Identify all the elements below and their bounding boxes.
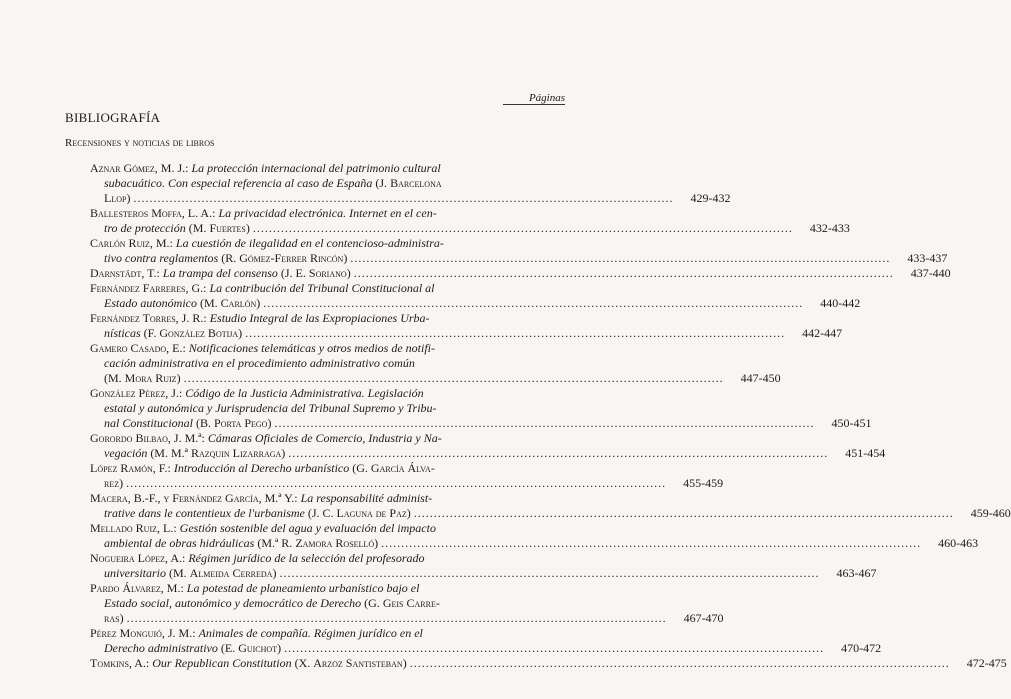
- book-title: Gestión sostenible del agua y evaluación del impacto: [179, 521, 436, 535]
- entry-line: [90, 626, 565, 641]
- author-name: Porta Pego: [214, 416, 268, 430]
- entry-line: [90, 536, 979, 551]
- entry-text: ): [277, 641, 282, 655]
- bibliography-entry: [90, 236, 948, 266]
- entry-line: [90, 176, 565, 191]
- entry-line-text: [104, 506, 411, 521]
- entry-line-text: [104, 476, 123, 491]
- entry-line: [90, 461, 565, 476]
- entry-text: ): [119, 611, 124, 625]
- book-title: cación administrativa en el procedimiento administrativo común: [104, 356, 415, 370]
- bibliography-entry: [90, 461, 724, 491]
- author-name: Ballesteros Moffa, L. A.:: [90, 206, 216, 220]
- author-name: Gamero Casado, E.:: [90, 341, 186, 355]
- author-name: Mora Ruiz: [124, 371, 177, 385]
- author-name: Fernández Torres, J. R.:: [90, 311, 207, 325]
- page-range: 470-472: [841, 641, 882, 655]
- entry-line: [90, 641, 882, 656]
- entry-text: ): [245, 221, 250, 235]
- pages-column-header: Páginas: [528, 92, 565, 104]
- entry-text: (M.: [185, 221, 210, 235]
- entry-text: ): [281, 446, 286, 460]
- bibliography-entry: [90, 656, 1007, 671]
- book-title: La potestad de planeamiento urbanístico bajo el: [186, 581, 420, 595]
- bibliography-entry: [90, 161, 731, 206]
- bibliography-entry: [90, 311, 843, 341]
- entry-text: (J. E.: [277, 266, 309, 280]
- entry-line-text: [104, 446, 285, 461]
- entry-text: (M.: [197, 296, 221, 310]
- entry-text: ): [238, 326, 243, 340]
- author-name: López Ramón, F.:: [90, 461, 171, 475]
- page-range: 472-475: [966, 656, 1007, 670]
- book-title: Cámaras Oficiales de Comercio, Industria y Na-: [207, 431, 442, 445]
- page-range: 440-442: [820, 296, 861, 310]
- entry-line-text: [104, 536, 378, 551]
- entry-line-text: [104, 641, 281, 656]
- author-name: Nogueira López, A.:: [90, 551, 186, 565]
- bibliography-entry: [90, 431, 886, 461]
- entry-line: [90, 431, 565, 446]
- author-name: Guichot: [238, 641, 278, 655]
- section-title: BIBLIOGRAFÍA: [65, 110, 161, 125]
- entry-text: (G.: [361, 596, 383, 610]
- entry-line: [90, 191, 731, 206]
- page-range: 437-440: [910, 266, 951, 280]
- bibliography-entry: [90, 281, 861, 311]
- page-range: 450-451: [831, 416, 872, 430]
- author-name: González Pérez, J.:: [90, 386, 183, 400]
- page-range: 451-454: [845, 446, 886, 460]
- author-name: Pérez Monguió, J. M.:: [90, 626, 196, 640]
- bibliography-entry: [90, 521, 979, 551]
- book-title: La privacidad electrónica. Internet en el cen-: [218, 206, 437, 220]
- entry-text: ): [343, 251, 348, 265]
- bibliography-entry: [90, 491, 1011, 521]
- subsection-title: Recensiones y noticias de libros: [65, 137, 215, 149]
- book-title: La responsabilité administ-: [300, 491, 433, 505]
- entry-line: [90, 596, 565, 611]
- entry-line: [90, 326, 843, 341]
- entry-line: [90, 206, 565, 221]
- author-name: Geis Carre-: [382, 596, 440, 610]
- dot-leader: .......................................................................................................................................: [279, 566, 820, 580]
- entry-line: [90, 566, 877, 581]
- page-range: 455-459: [683, 476, 724, 490]
- author-name: Pardo Álvarez, M.:: [90, 581, 184, 595]
- page-range: 459-460: [970, 506, 1011, 520]
- entry-line: [90, 266, 951, 281]
- entry-line: [90, 371, 781, 386]
- book-title: Derecho administrativo: [104, 641, 218, 655]
- entry-line: [90, 281, 565, 296]
- entry-line: [90, 236, 565, 251]
- book-title: trative dans le contentieux de l'urbanisme: [104, 506, 305, 520]
- dot-leader: .......................................................................................................................................: [284, 641, 825, 655]
- entry-text: (M.ª R.: [254, 536, 296, 550]
- bibliography-entry: [90, 551, 877, 581]
- book-title: subacuático. Con especial referencia al caso de España: [104, 176, 373, 190]
- book-title: Introducción al Derecho urbanístico: [173, 461, 350, 475]
- entry-text: (R.: [218, 251, 240, 265]
- book-title: La protección internacional del patrimonio cultural: [191, 161, 441, 175]
- author-name: Aznar Gómez, M. J.:: [90, 161, 189, 175]
- entry-text: ): [119, 476, 124, 490]
- entry-text: ): [406, 506, 411, 520]
- entry-text: ): [176, 371, 181, 385]
- author-name: Gómez-Ferrer Rincón: [239, 251, 344, 265]
- author-name: Carlón Ruiz, M.:: [90, 236, 173, 250]
- book-title: Our Republican Constitution: [152, 656, 292, 670]
- entry-text: (J.: [372, 176, 391, 190]
- entry-line-text: [104, 371, 181, 386]
- page-range: 442-447: [802, 326, 843, 340]
- entry-line-text: [104, 251, 347, 266]
- entry-line: [90, 491, 565, 506]
- entry-line: [90, 296, 861, 311]
- author-name: Fuertes: [209, 221, 246, 235]
- entry-line: [90, 476, 724, 491]
- book-title: estatal y autonómica y Jurisprudencia del Tribunal Supremo y Tribu-: [104, 401, 437, 415]
- author-name: Llop: [104, 191, 127, 205]
- bibliography-entry: [90, 626, 882, 656]
- entry-line: [90, 401, 565, 416]
- page-range: 467-470: [683, 611, 724, 625]
- entry-text: ): [272, 566, 277, 580]
- entry-line-text: [104, 611, 124, 626]
- entry-text: (J. C.: [304, 506, 337, 520]
- author-name: Arzoz Santisteban: [313, 656, 403, 670]
- author-name: Fernández Farreres, G.:: [90, 281, 207, 295]
- entry-line: [90, 251, 948, 266]
- entry-text: ): [267, 416, 272, 430]
- entry-text: ): [374, 536, 379, 550]
- author-name: Gorordo Bilbao, J. M.ª:: [90, 431, 205, 445]
- author-name: García Álva-: [370, 461, 435, 475]
- book-title: Estado autonómico: [104, 296, 197, 310]
- book-title: Estudio Integral de las Expropiaciones Urba-: [209, 311, 430, 325]
- entry-line: [90, 656, 1007, 671]
- author-name: Almeida Cerreda: [189, 566, 273, 580]
- entry-line-text: [104, 191, 130, 206]
- dot-leader: .......................................................................................................................................: [126, 476, 667, 490]
- dot-leader: .......................................................................................................................................: [288, 446, 829, 460]
- entry-line: [90, 221, 850, 236]
- author-name: Razquin Lizarraga: [190, 446, 282, 460]
- dot-leader: .......................................................................................................................................: [245, 326, 786, 340]
- page-range: 463-467: [836, 566, 877, 580]
- dot-leader: .......................................................................................................................................: [252, 221, 793, 235]
- bibliography-entry: [90, 386, 872, 431]
- bibliography-entry: [90, 266, 951, 281]
- book-title: tivo contra reglamentos: [104, 251, 219, 265]
- dot-leader: .......................................................................................................................................: [263, 296, 804, 310]
- book-title: nal Constitucional: [104, 416, 194, 430]
- entry-text: ): [402, 656, 407, 670]
- book-title: vegación: [104, 446, 148, 460]
- bibliography-entry: [90, 206, 850, 236]
- dot-leader: .......................................................................................................................................: [126, 611, 667, 625]
- entry-line: [90, 311, 565, 326]
- dot-leader: .......................................................................................................................................: [353, 266, 894, 280]
- book-title: Animales de compañía. Régimen jurídico en el: [198, 626, 423, 640]
- dot-leader: .......................................................................................................................................: [381, 536, 922, 550]
- book-title: nísticas: [104, 326, 141, 340]
- dot-leader: .......................................................................................................................................: [183, 371, 724, 385]
- author-name: Tomkins, A.:: [90, 656, 150, 670]
- author-name: Macera, B.-F., y Fernández García, M.ª Y.:: [90, 491, 298, 505]
- dot-leader: .......................................................................................................................................: [413, 506, 954, 520]
- page-range: 460-463: [938, 536, 979, 550]
- entry-line: [90, 356, 565, 371]
- bibliography-entry: [90, 341, 781, 386]
- entry-line: [90, 551, 565, 566]
- entry-text: (E.: [217, 641, 239, 655]
- dot-leader: .......................................................................................................................................: [409, 656, 950, 670]
- entry-text: ): [346, 266, 351, 280]
- entry-text: ): [126, 191, 131, 205]
- book-title: Estado social, autonómico y democrático de Derecho: [104, 596, 362, 610]
- bibliography-entry: [90, 581, 724, 626]
- book-title: La trampa del consenso: [162, 266, 278, 280]
- entry-line-text: [90, 266, 351, 281]
- book-title: Régimen jurídico de la selección del profesorado: [188, 551, 425, 565]
- entry-line: [90, 506, 1011, 521]
- author-name: Carlón: [220, 296, 257, 310]
- author-name: Barcelona: [390, 176, 442, 190]
- entry-line-text: [104, 566, 276, 581]
- dot-leader: .......................................................................................................................................: [274, 416, 815, 430]
- page-range: 433-437: [907, 251, 948, 265]
- entry-line-text: [104, 221, 250, 236]
- pages-column-rule: [503, 104, 565, 105]
- author-name: Soriano: [308, 266, 347, 280]
- entry-line-text: [104, 296, 260, 311]
- entry-text: (M. M.ª: [147, 446, 191, 460]
- dot-leader: .......................................................................................................................................: [350, 251, 891, 265]
- author-name: Zamora Roselló: [295, 536, 375, 550]
- book-title: universitario: [104, 566, 166, 580]
- entry-text: (X.: [291, 656, 314, 670]
- entry-line: [90, 581, 565, 596]
- entry-line: [90, 386, 565, 401]
- author-name: González Botija: [159, 326, 239, 340]
- author-name: Laguna de Paz: [336, 506, 407, 520]
- book-title: La contribución del Tribunal Constitucional al: [209, 281, 435, 295]
- book-title: La cuestión de ilegalidad en el contencioso-administra-: [175, 236, 444, 250]
- entry-line-text: [90, 656, 407, 671]
- book-title: ambiental de obras hidráulicas: [104, 536, 255, 550]
- bibliography-list: [90, 161, 1011, 671]
- entry-line: [90, 161, 565, 176]
- entry-text: (M.: [104, 371, 125, 385]
- author-name: rez: [104, 476, 120, 490]
- entry-text: ): [256, 296, 261, 310]
- author-name: Darnstädt, T.:: [90, 266, 160, 280]
- entry-line: [90, 521, 565, 536]
- dot-leader: .......................................................................................................................................: [133, 191, 674, 205]
- page-range: 432-433: [809, 221, 850, 235]
- entry-line-text: [104, 326, 242, 341]
- entry-line: [90, 341, 565, 356]
- entry-line: [90, 446, 886, 461]
- book-title: Notificaciones telemáticas y otros medios de notifi-: [188, 341, 435, 355]
- page-range: 429-432: [690, 191, 731, 205]
- book-title: tro de protección: [104, 221, 186, 235]
- entry-text: (B.: [193, 416, 215, 430]
- author-name: Mellado Ruiz, L.:: [90, 521, 177, 535]
- entry-text: (G.: [349, 461, 371, 475]
- entry-text: (M.: [166, 566, 190, 580]
- entry-text: (F.: [140, 326, 160, 340]
- entry-line: [90, 416, 872, 431]
- entry-line: [90, 611, 724, 626]
- book-title: Código de la Justicia Administrativa. Legislación: [185, 386, 424, 400]
- author-name: ras: [104, 611, 120, 625]
- page-range: 447-450: [740, 371, 781, 385]
- entry-line-text: [104, 416, 271, 431]
